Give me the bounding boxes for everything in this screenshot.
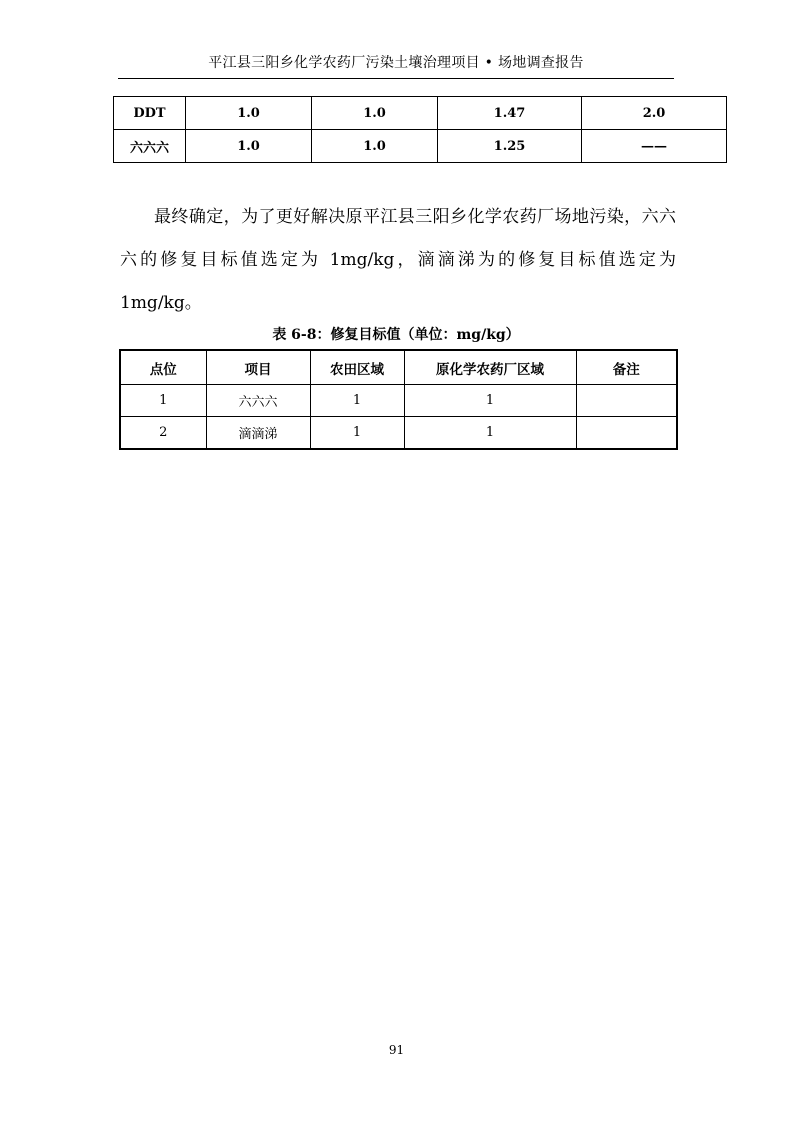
- table-cell: 2.0: [582, 97, 727, 130]
- column-header: 农田区域: [310, 350, 404, 385]
- pollutant-comparison-table: [113, 96, 727, 163]
- table-cell: 1.0: [186, 97, 312, 130]
- header-divider: [118, 78, 674, 79]
- table-cell: 1.0: [186, 130, 312, 163]
- conclusion-paragraph: [120, 196, 676, 325]
- table-cell: [576, 385, 677, 417]
- table-cell: [576, 417, 677, 450]
- table-cell: 六六六: [206, 385, 310, 417]
- table-cell: 1: [310, 385, 404, 417]
- table-cell: 1: [404, 417, 576, 450]
- table-row: [120, 385, 677, 417]
- table-cell: 1.0: [312, 130, 438, 163]
- table-cell: 滴滴涕: [206, 417, 310, 450]
- table-cell: DDT: [114, 97, 186, 130]
- table-cell: ——: [582, 130, 727, 163]
- table-cell: 1: [120, 385, 206, 417]
- table-row: [114, 97, 727, 130]
- table-cell: 1.25: [438, 130, 582, 163]
- paragraph-text: 最终确定，为了更好解决原平江县三阳乡化学农药厂场地污染，六六六的修复目标值选定为 1mg/kg，滴滴涕为的修复目标值选定为 1mg/kg。: [120, 207, 676, 313]
- table-cell: 2: [120, 417, 206, 450]
- page-header: 平江县三阳乡化学农药厂污染土壤治理项目 • 场地调查报告: [208, 55, 584, 71]
- table-cell: 1: [404, 385, 576, 417]
- table-row: [120, 417, 677, 450]
- table-header-row: [120, 350, 677, 385]
- table-row: [114, 130, 727, 163]
- table-cell: 1.0: [312, 97, 438, 130]
- page-number: 91: [388, 1043, 405, 1057]
- remediation-target-table: [119, 349, 678, 450]
- column-header: 备注: [576, 350, 677, 385]
- table-cell: 六六六: [114, 130, 186, 163]
- column-header: 项目: [206, 350, 310, 385]
- column-header: 原化学农药厂区域: [404, 350, 576, 385]
- table-caption: 表 6-8：修复目标值（单位：mg/kg）: [272, 327, 520, 343]
- table-cell: 1: [310, 417, 404, 450]
- column-header: 点位: [120, 350, 206, 385]
- table-cell: 1.47: [438, 97, 582, 130]
